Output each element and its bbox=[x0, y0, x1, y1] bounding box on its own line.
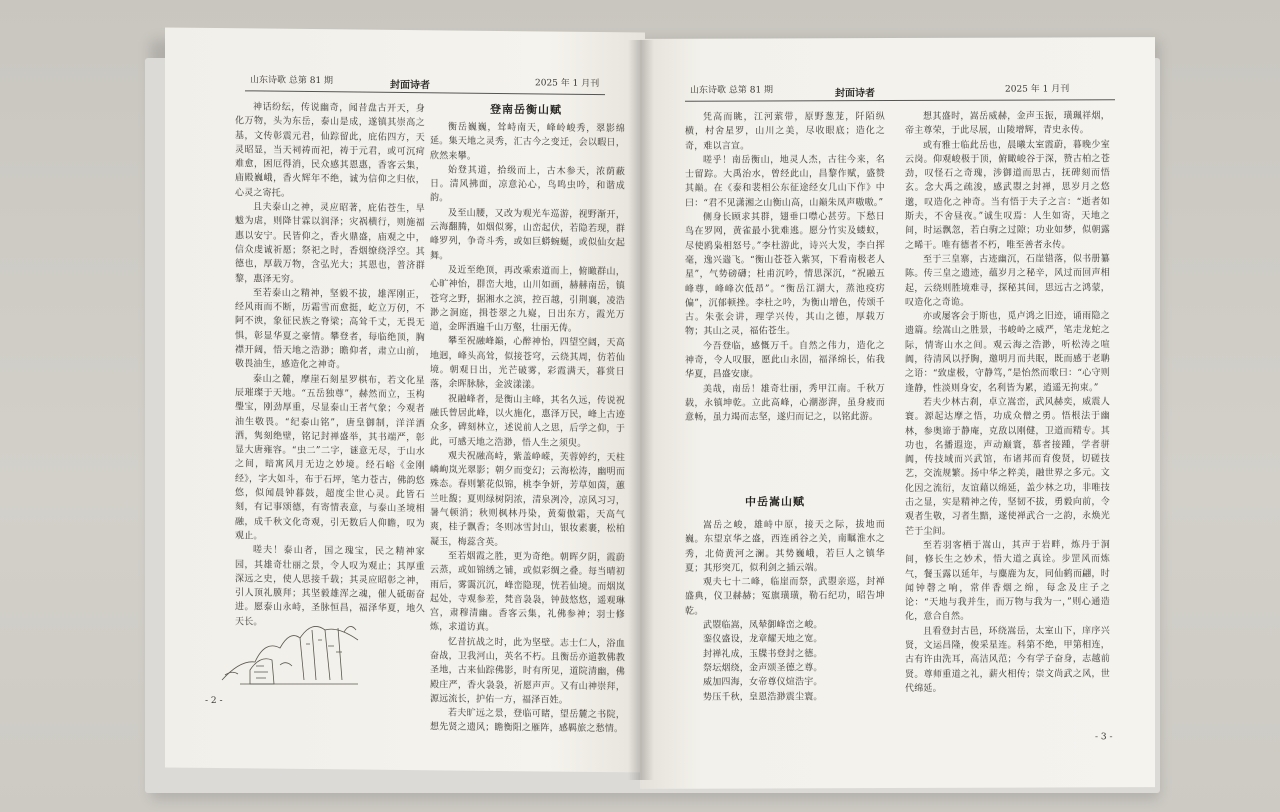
verse-line: 武曌临嵩，凤辇御峰峦之峻。 bbox=[703, 620, 823, 631]
verse-line: 祭坛烟绕，金声颂圣德之尊。 bbox=[703, 663, 823, 674]
left-header-magazine: 山东诗歌 总第 81 期 bbox=[250, 75, 334, 87]
paragraph: 嗟夫！泰山者，国之瑰宝，民之精神家园，其雄奇壮丽之景，令人叹为观止；其厚重深远之史，使人思接千载；其灵应昭彰之神，引人顶礼膜拜；其坚毅雄浑之魂，催人砥砺奋进。愿泰山永峙，圣脉恒昌，福泽华夏，地久天长。 bbox=[235, 545, 425, 628]
paragraph: 美哉，南岳！雄奇壮丽，秀甲江南。千秋万载，永镇坤乾。立此高峰，心潮澎湃，虽身疲而意畅，虽力竭而志坚，遂归而记之，以铭此游。 bbox=[685, 383, 885, 423]
verse-line: 威加四海，女帝尊仪煊浩宇。 bbox=[703, 677, 823, 688]
right-header-magazine: 山东诗歌 总第 81 期 bbox=[690, 85, 774, 96]
paragraph: 嵩岳之峻，雄峙中原，接天之际，拔地而巍。东望京华之盛，西连函谷之关，南瞩淮水之秀，北倚黄河之澜。其势巍峨，若巨人之镇华夏；其形突兀，似利剑之插云端。 bbox=[685, 520, 885, 574]
right-header-rule bbox=[685, 99, 1115, 102]
paragraph: 若夫旷远之景，登临可睹，望岳麓之书院，想先贤之遗风；瞻衡阳之雁阵，感羁旅之愁情。 bbox=[430, 708, 625, 735]
right-col1-verse bbox=[685, 518, 885, 705]
left-header-issue: 2025 年 1 月刊 bbox=[535, 78, 600, 90]
verse-line: 封禅礼成，玉牒书登封之德。 bbox=[703, 648, 823, 660]
paragraph: 今吾登临，感慨万千。自然之伟力，造化之神奇，令人叹服，愿此山永固，福泽绵长，佑我华夏，昌盛安康。 bbox=[685, 340, 885, 381]
left-col2 bbox=[430, 120, 625, 737]
paragraph: 或有雅士临此岳也，晨曦太室霞蔚，暮晚少室云岗。仰观峻极于顶，俯瞰峻谷于深，赞古柏之苍劲，叹怪石之奇瑰，涉御道而思古，抚碑刻而悟玄。念大禹之疏浚，感武曌之封禅，思岁月之悠邈，叹造化之神奇。当有悟于夫子之言：“逝者如斯夫，不舍昼夜。”诚生叹焉：人生如寄，天地之间，时运飘忽，若白驹之过隙；功业如梦，似朝露之晞干。唯有德者不朽，唯至善者永传。 bbox=[905, 139, 1110, 251]
paragraph: 至若羽客栖于嵩山，其声于岩畔，炼丹于洞间，修长生之妙术，悟大道之真诠。步罡风而炼气，餐玉露以延年，与麋鹿为友，同仙鹤而翩，时闻钟磬之响，常伴香烟之绵，每念及庄子之论：“天地与我并生，而万物与我为一，”则心通造化，意合自然。 bbox=[905, 540, 1110, 623]
paragraph: 神话纷纭，传说幽奇，闻昔盘古开天，身化万物，头为东岳，泰山是成，遂镇其崇高之基，文传彰震元君，仙踪留此，庇佑四方，天灵昭显，当天祠祷而祀，祷于元君，或可沉疴难愈，困厄得消，民众感其恩惠，香客云集，庙殿巍峨，香火辉年不绝，诚为信仰之归依，心灵之寄托。 bbox=[235, 102, 425, 199]
paragraph: 祝融峰者，是衡山主峰，其名久远，传说祝融氏曾居此峰，以火施化，惠泽万民，峰上古迹众多，碑刻林立，述说前人之思，后学之仰，于此，可感天地之浩渺，悟人生之须臾。 bbox=[430, 394, 625, 449]
paragraph: 忆昔抗战之时，此为坚壁。志士仁人，浴血奋战，卫我河山，英名不朽。且衡岳亦道教佛教圣地，古来仙踪佛影，时有所见，道院清幽，佛殿庄严，香火袅袅，祈愿声声。又有山神崇拜，源远流长，护佑一方，福泽百姓。 bbox=[430, 637, 625, 706]
right-col2 bbox=[905, 109, 1110, 696]
paragraph: 嗟乎！南岳衡山，地灵人杰，古往今来，名士留踪。大禹治水，曾经此山，昌黎作赋，盛赞其巅。在《泰和裴相公东征途经女几山下作》中曰：“君不见潇湘之山衡山高，山巅朱凤声嗷嗷。” bbox=[685, 154, 885, 209]
verse-line: 势压千秋，皇恩浩渺震尘寰。 bbox=[703, 691, 823, 703]
paragraph: 始登其道，拾级而上，古木参天，浓荫蔽日。清风拂面，凉意沁心，鸟鸣虫吟，和谐成韵。 bbox=[430, 165, 625, 204]
paragraph: 亦或屡客会于斯也，觅卢鸿之旧迹，诵雨隐之遗篇。绘嵩山之胜景，书峻岭之威严，笔走龙蛇之际，情寄山水之间。观云海之浩渺，听松涛之喧阗，待清风以抒胸，邀明月而共眠，既而感于老聃之语：“致虚极，守静笃，”是怡然而歌曰：“心守则逢静，性淡则身安，名利皆为累，逍遥无拘束。” bbox=[905, 311, 1110, 394]
left-page-number: - 2 - bbox=[205, 695, 223, 707]
left-col1 bbox=[235, 100, 425, 631]
paragraph: 侧身长顾求其群，翅垂口噤心甚劳。下愁日鸟在罗网，黄雀最小犹难逃。愿分竹实及蝼蚁，尽使鸥枭相怒号。”李杜游此，诗兴大发，李白挥毫，逸兴遄飞。“衡山苍苍入紫冥，下看南极老人星”，气势磅礴；杜甫沉吟，情思深沉，“祝融五峰尊，峰峰次低昂”。“衡岳江湖大，蒸池疫疠偏”，沉郁顿挫。李杜之吟，为衡山增色，传颂千古。朱张会讲，理学兴传，其山之德，厚载万物；其山之灵，福佑苍生。 bbox=[685, 212, 885, 338]
verse-line: 銮仪盛设，龙章耀天地之宽。 bbox=[703, 634, 823, 646]
paragraph: 衡岳巍巍，耸峙南天，峰岭峻秀，翠影绵延。集天地之灵秀，汇古今之变迁，会以暇日，欣然来攀。 bbox=[430, 122, 625, 162]
right-page-number: - 3 - bbox=[1095, 732, 1113, 743]
paragraph: 观夫七十二峰，临崖而祭，武曌亲巡，封禅盛典，仪卫赫赫；冤旗璜璜，勒石纪功，昭告坤乾。 bbox=[685, 577, 885, 617]
paragraph: 至若烟霞之胜，更为奇绝。朝晖夕阴，霞蔚云蒸，或如锦绣之铺，或似彩绸之叠。每当晴初雨后，雾霭沉沉，峰峦隐现，恍若仙境。而烟岚起处，寺观参差，梵音袅袅，钟鼓悠悠，遥观琳宫，肃穆清幽。香客云集，礼佛参神；羽士修炼，求道访真。 bbox=[430, 551, 625, 634]
article-title-hengshan: 登南岳衡山赋 bbox=[490, 102, 562, 117]
book-gutter bbox=[628, 40, 654, 780]
paragraph: 攀至祝融峰巅，心醉神怡，四望空阔，天高地迥，峰头高耸，似接苍穹，云绕其周，仿若仙境。朝观日出，光芒破雾，彩霞满天，暮赏日落，余晖脉脉，金波漾漾。 bbox=[430, 336, 625, 391]
mountain-illustration bbox=[220, 600, 360, 690]
article-title-songshan: 中岳嵩山赋 bbox=[745, 495, 805, 509]
paragraph: 至于三皇寨，古迹幽沉，石崖错落，似书册纂陈。传三皇之遗迹，蕴岁月之秘辛，风过而回声相起，云绕则胜境难寻，探秘其间，思远古之鸿蒙，叹造化之奇诡。 bbox=[905, 254, 1110, 308]
paragraph: 凭高而眺，江河萦带，原野葱茏，阡陌纵横，村舍星罗，山川之美，尽收眼底；造化之奇，难以言宣。 bbox=[685, 112, 885, 152]
right-col1 bbox=[685, 110, 885, 425]
paragraph: 观夫祝融高峙，紫盖峥嵘，芙蓉婷约，天柱嶙峋岚光翠影；朝夕而变幻；云海松涛，幽明而殊态。春则繁花似锦，桃李争妍，芳草如茵，蕙兰吐馥；夏则绿树阴浓，清泉冽冷，凉风习习，暑气顿消；秋则枫林丹染，黄菊傲霜，天高气爽，桂子飘香；冬则冰雪封山，银妆素裹，松柏凝玉，梅蕊含英。 bbox=[430, 451, 625, 548]
paragraph: 泰山之麓，摩崖石刻星罗棋布，若文化星辰璀璨于天地。“五岳独尊”，赫然而立，玉构璺宝，刚劲厚重，尽显泰山王者气象；今观者油生敬畏。“纪泰山铭”，唐皇御制，洋洋洒洒，隽刻绝壁，铭记封禅盛举，其书端严，彰显大唐雍容。“虫二”二字，谜意无尽，于山水之间，暗寓风月无边之妙境。经石峪《金刚经》，字大如斗，布于石坪，笔力苍古，佛韵悠悠，似闻晨钟暮鼓，超度尘世心灵。此皆石刻，有记事颂德，有寄情表意，与泰山圣境相融，成千秋文化奇观，引无数后人仰瞻，叹为观止。 bbox=[235, 374, 425, 542]
paragraph: 且夫泰山之神，灵应昭著，庇佑苍生，旱魃为虐，则降甘霖以润泽；灾祸横行，则施福惠以安宁。民皆仰之，香火鼎盛，庙观之中，信众虔诚祈愿；祭祀之时，香烟缭绕浮空。其德也，厚载万物，含弘光大；其恩也，普济群黎，惠泽无穷。 bbox=[235, 202, 425, 285]
paragraph: 至若泰山之精神，坚毅不拔，雄浑刚正，经风雨而不断，历霜雪而愈挺，屹立万仞，不阿不谀，象征民族之脊梁；高耸千丈，无畏无惧，彰显华夏之豪情。攀登者，每临绝顶，胸襟开阔，悟天地之浩渺；瞻仰者，肃立山前，敬畏油生，感造化之神奇。 bbox=[235, 288, 425, 371]
right-header-section: 封面诗者 bbox=[835, 88, 875, 100]
paragraph: 且看登封古邑，环绕嵩岳，太室山下，庠序兴贤，文运昌隆，俊采星连。科第不绝，甲第相连，古有许由洗耳，高洁风范；今有学子奋身，志越前贤。尊师重道之礼，薪火相传；崇文尚武之风，世代绵延。 bbox=[905, 625, 1110, 694]
right-header-issue: 2025 年 1 月刊 bbox=[1005, 84, 1070, 95]
paragraph: 及至山腰，又改为观光车巡游，视野渐开，云海翻腾，如烟似雾，山峦起伏，若隐若现，群峰罗列，争奇斗秀，或如巨蟒蜿蜒，或似仙女起舞。 bbox=[430, 208, 625, 262]
paragraph: 若夫少林古刹，卓立嵩峦，武风赫奕，威震人寰。源起达摩之悟，功成众僧之勇。悟根法于幽林，参奥谛于静庵，克敌以刚健，卫道而精专。其功也，名播遐迩，声动巅寰，慕者接踵，学者骈阗，传技域而兴武馆，布诸邦而育俊贤，切磋技艺，交流规繁。扬中华之粹美，融世界之多元。文化因之流衍，友谊藉以绵延，盖少林之功，非唯技击之显，实是精神之传，坚韧不拔，勇毅向前，令观者生敬，习者生黯，遂使禅武合一之韵，永焕光芒于尘间。 bbox=[905, 397, 1110, 537]
paragraph: 想其盛时，嵩岳威赫，金声玉振，璜珮祥烟，帝主尊荣，于此尽展，山陵增辉，青史永传。 bbox=[905, 111, 1110, 137]
left-header-section: 封面诗者 bbox=[390, 79, 430, 92]
paragraph: 及近至绝顶，再改乘索道而上，俯瞰群山，心旷神怡，群峦大地，山川如画，赫赫南岳，镇苍穹之野，据湘水之滨，控百越，引荆襄，凌浩渺之洞庭，揖苍翠之九嶷，日出东方，霞光万道，金晖洒遍千山万壑，壮丽无俦。 bbox=[430, 265, 625, 334]
right-page bbox=[640, 37, 1155, 789]
